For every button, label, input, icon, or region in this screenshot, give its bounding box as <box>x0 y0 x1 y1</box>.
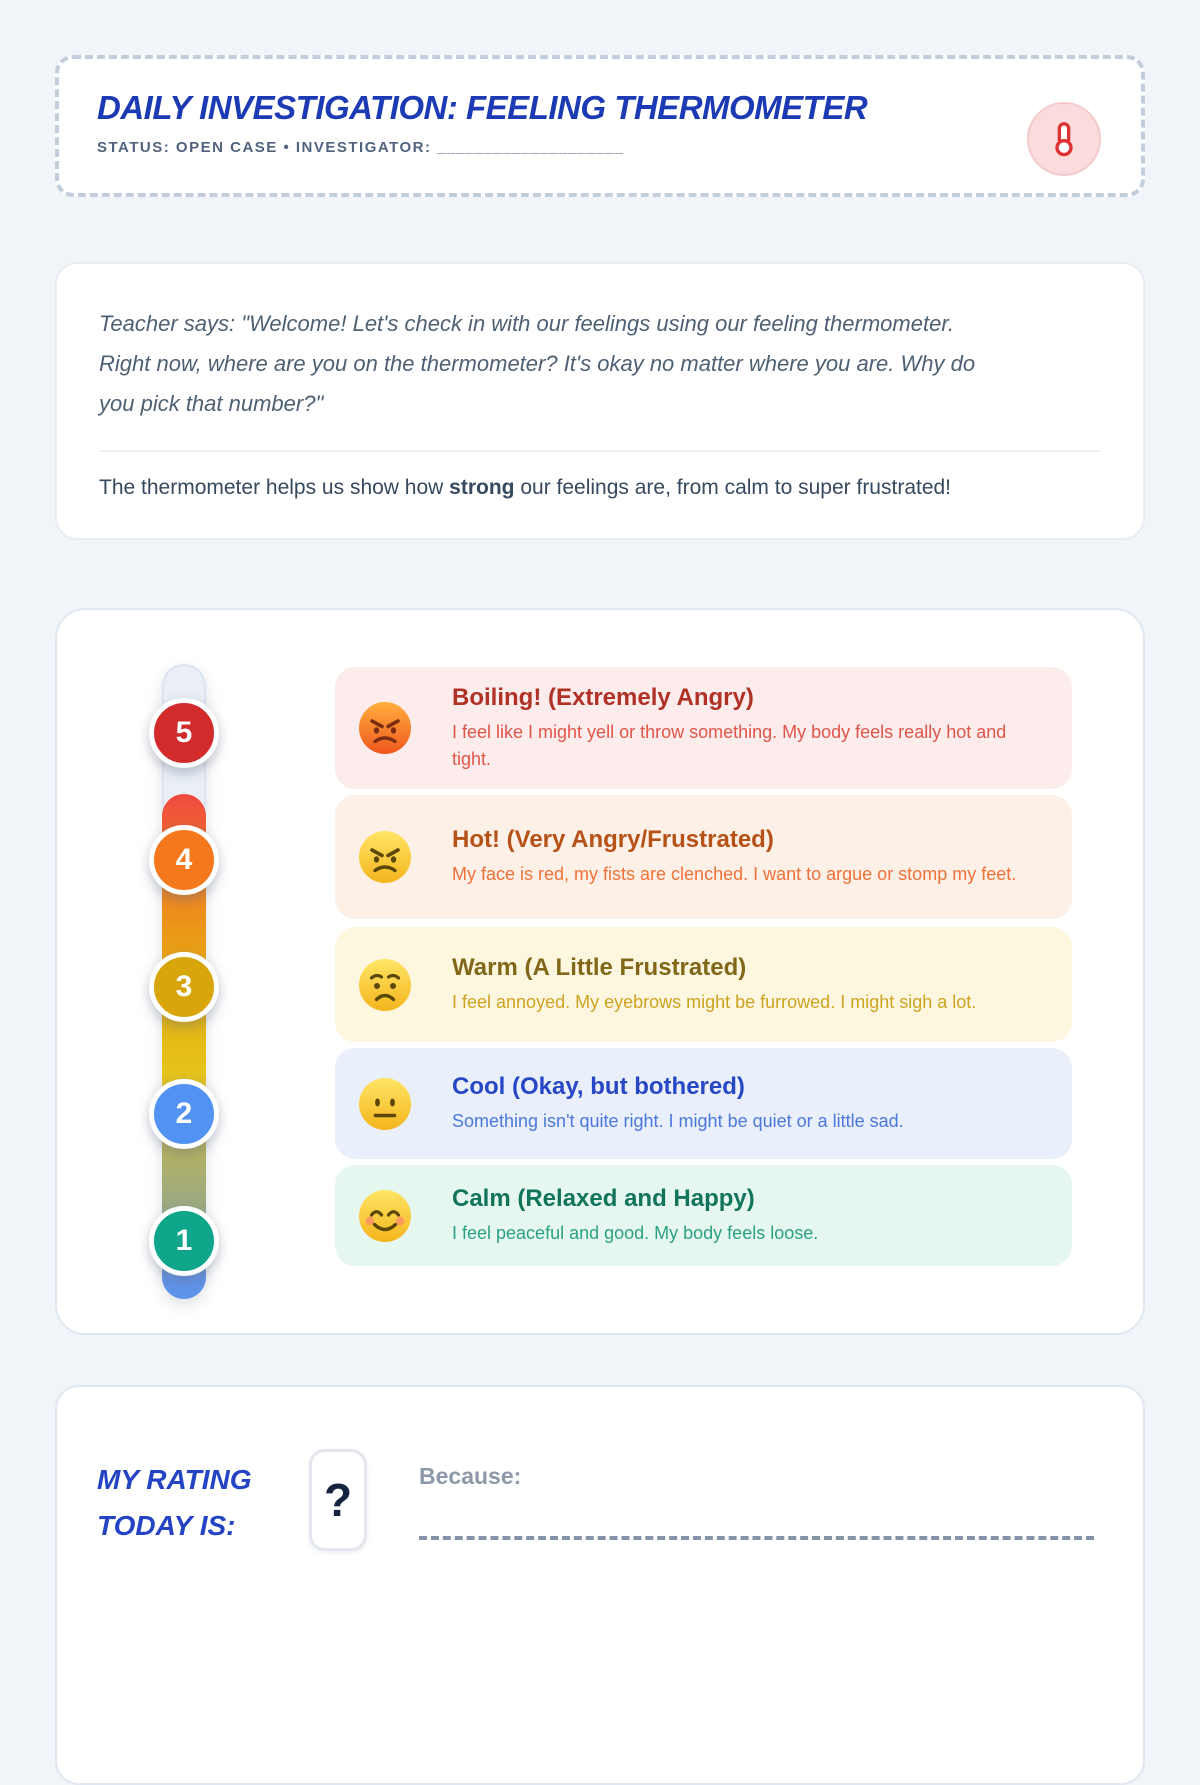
level-description: Something isn't quite right. I might be quiet or a little sad. <box>452 1110 904 1131</box>
level-row-calm[interactable] <box>335 1165 1072 1266</box>
level-circle-1[interactable]: 1 <box>149 1206 219 1276</box>
helper-prefix: The thermometer helps us show how <box>99 476 450 500</box>
level-circle-2[interactable]: 2 <box>149 1079 219 1149</box>
page-title: DAILY INVESTIGATION: FEELING THERMOMETER <box>97 89 868 126</box>
level-row-boiling[interactable] <box>335 667 1072 789</box>
rating-label-line2: TODAY IS: <box>97 1510 236 1542</box>
level-title: Cool (Okay, but bothered) <box>452 1072 745 1100</box>
rating-label <box>97 1449 309 1550</box>
level-title: Calm (Relaxed and Happy) <box>452 1184 755 1212</box>
level-circle-5[interactable]: 5 <box>149 698 219 768</box>
level-title: Hot! (Very Angry/Frustrated) <box>452 826 774 853</box>
thermometer-card <box>55 608 1145 1335</box>
header-card <box>55 55 1145 197</box>
level-description: I feel peaceful and good. My body feels loose. <box>452 1222 819 1243</box>
teacher-quote: Teacher says: "Welcome! Let's check in with our feelings using our feeling thermometer. Right now, where are you on the thermometer? It's okay no matter where you are. Why do you pick that number?" <box>99 311 976 417</box>
rating-card <box>55 1385 1145 1785</box>
because-label: Because: <box>419 1463 522 1489</box>
level-circle-3[interactable]: 3 <box>149 952 219 1022</box>
helper-text <box>99 476 1101 500</box>
helper-bold-word: strong <box>449 476 515 500</box>
thermometer-icon <box>1027 102 1101 176</box>
level-row-warm[interactable] <box>335 927 1072 1042</box>
level-description: I feel annoyed. My eyebrows might be furrowed. I might sigh a lot. <box>452 991 977 1012</box>
level-title: Warm (A Little Frustrated) <box>452 953 747 981</box>
worried-face-icon <box>357 957 413 1013</box>
level-title: Boiling! (Extremely Angry) <box>452 683 754 711</box>
neutral-face-icon <box>357 1076 413 1132</box>
investigator-blank[interactable]: ____________________ <box>437 139 625 156</box>
helper-suffix: our feelings are, from calm to super frustrated! <box>514 476 952 500</box>
level-description: I feel like I might yell or throw something. My body feels really hot and tight. <box>452 721 1007 769</box>
enraged-face-icon <box>357 700 413 756</box>
because-block <box>419 1449 1101 1540</box>
smiling-face-icon <box>357 1188 413 1244</box>
angry-face-icon <box>357 829 413 885</box>
intro-card <box>55 262 1145 540</box>
level-description: My face is red, my fists are clenched. I want to argue or stomp my feet. <box>452 864 1017 884</box>
divider <box>99 450 1101 452</box>
rating-label-line1: MY RATING <box>97 1464 252 1495</box>
rating-input-box[interactable]: ? <box>309 1449 367 1551</box>
level-row-cool[interactable] <box>335 1048 1072 1159</box>
status-label: STATUS: OPEN CASE • INVESTIGATOR: <box>97 139 432 156</box>
level-row-hot[interactable] <box>335 795 1072 919</box>
because-answer-line[interactable] <box>419 1536 1094 1540</box>
level-circle-4[interactable]: 4 <box>149 825 219 895</box>
status-line <box>97 139 1021 156</box>
